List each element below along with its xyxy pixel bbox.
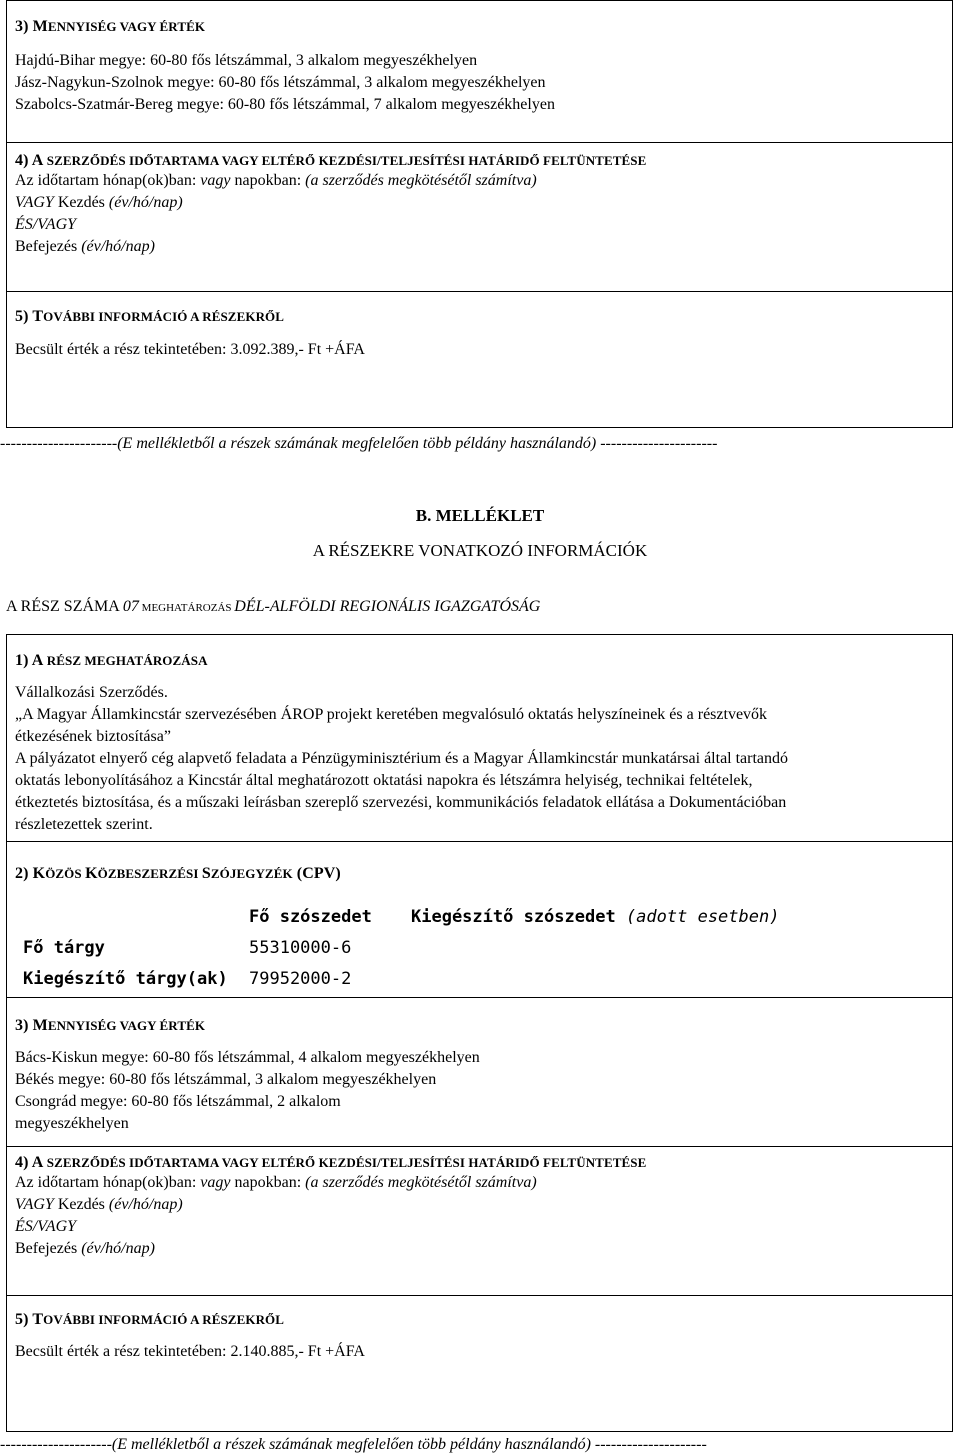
section-4-box — [6, 1146, 953, 1296]
quantity-line: Bács-Kiskun megye: 60-80 fős létszámmal, 4 alkalom megyeszékhelyen — [15, 1049, 480, 1066]
description-line: részletezettek szerint. — [15, 816, 153, 833]
duration-line: Az időtartam hónap(ok)ban: vagy napokban: (a szerződés megkötésétől számítva) — [15, 172, 537, 189]
section-4-heading: 4) A SZERZŐDÉS IDŐTARTAMA VAGY ELTÉRŐ KEZDÉSI/TELJESÍTÉSI HATÁRIDŐ FELTÜNTETÉSE — [15, 152, 647, 169]
section-3-box — [6, 997, 953, 1147]
section-1-heading: 1) A RÉSZ MEGHATÁROZÁSA — [15, 652, 208, 669]
section-2-box — [6, 841, 953, 998]
section-5-box-top — [6, 291, 953, 428]
description-line: „A Magyar Államkincstár szervezésében ÁROP projekt keretében megvalósuló oktatás helyszíneinek és a résztvevők — [15, 706, 768, 723]
quantity-line: Hajdú-Bihar megye: 60-80 fős létszámmal, 3 alkalom megyeszékhelyen — [15, 52, 478, 69]
cpv-supp-subject-label: Kiegészítő tárgy(ak) — [23, 969, 228, 989]
section-2-heading: 2) KÖZÖS KÖZBESZERZÉSI SZÓJEGYZÉK (CPV) — [15, 865, 341, 882]
section-4-box-top — [6, 142, 953, 292]
section-3-heading: 3) MENNYISÉG VAGY ÉRTÉK — [15, 18, 206, 35]
section-5-heading: 5) TOVÁBBI INFORMÁCIÓ A RÉSZEKRŐL — [15, 1311, 285, 1328]
and-or-line: ÉS/VAGY — [15, 216, 77, 233]
section-3-heading: 3) MENNYISÉG VAGY ÉRTÉK — [15, 1017, 206, 1034]
start-date-line: VAGY Kezdés (év/hó/nap) — [15, 194, 183, 211]
description-line: Vállalkozási Szerződés. — [15, 684, 168, 701]
quantity-line: megyeszékhelyen — [15, 1115, 129, 1132]
separator-line: ----------------------(E mellékletből a részek számának megfelelően több példány használandó) ---------------------- — [0, 435, 718, 452]
description-line: oktatás lebonyolításához a Kincstár által meghatározott oktatási napokra és létszámra helyiség, technikai feltételek, — [15, 772, 753, 789]
description-line: étkezésének biztosítása” — [15, 728, 171, 745]
duration-line: Az időtartam hónap(ok)ban: vagy napokban: (a szerződés megkötésétől számítva) — [15, 1174, 537, 1191]
quantity-line: Csongrád megye: 60-80 fős létszámmal, 2 alkalom — [15, 1093, 341, 1110]
end-date-line: Befejezés (év/hó/nap) — [15, 1240, 155, 1257]
quantity-line: Békés megye: 60-80 fős létszámmal, 3 alkalom megyeszékhelyen — [15, 1071, 437, 1088]
cpv-supp-subject-code: 79952000-2 — [249, 969, 352, 989]
cpv-supp-header: Kiegészítő szószedet (adott esetben) — [411, 907, 780, 927]
quantity-line: Jász-Nagykun-Szolnok megye: 60-80 fős létszámmal, 3 alkalom megyeszékhelyen — [15, 74, 546, 91]
end-date-line: Befejezés (év/hó/nap) — [15, 238, 155, 255]
quantity-line: Szabolcs-Szatmár-Bereg megye: 60-80 fős létszámmal, 7 alkalom megyeszékhelyen — [15, 96, 555, 113]
estimated-value: Becsült érték a rész tekintetében: 3.092.389,- Ft +ÁFA — [15, 341, 365, 358]
separator-line: ---------------------(E mellékletből a részek számának megfelelően több példány használandó) --------------------- — [0, 1436, 707, 1453]
section-5-heading: 5) TOVÁBBI INFORMÁCIÓ A RÉSZEKRŐL — [15, 308, 285, 325]
annex-subtitle: A RÉSZEKRE VONATKOZÓ INFORMÁCIÓK — [312, 541, 648, 560]
section-4-heading: 4) A SZERZŐDÉS IDŐTARTAMA VAGY ELTÉRŐ KEZDÉSI/TELJESÍTÉSI HATÁRIDŐ FELTÜNTETÉSE — [15, 1154, 647, 1171]
part-number-line: A RÉSZ SZÁMA 07 MEGHATÁROZÁS DÉL-ALFÖLDI REGIONÁLIS IGAZGATÓSÁG — [6, 598, 541, 615]
description-line: étkeztetés biztosítása, és a műszaki leírásban szereplő szervezési, kommunikációs feladatok ellátása a Dokumentációban — [15, 794, 787, 811]
annex-title: B. MELLÉKLET — [415, 506, 545, 525]
and-or-line: ÉS/VAGY — [15, 1218, 77, 1235]
cpv-main-header: Fő szószedet — [249, 907, 372, 927]
description-line: A pályázatot elnyerő cég alapvető feladata a Pénzügyminisztérium és a Magyar Államkincstár munkatársai által tartandó — [15, 750, 789, 767]
estimated-value: Becsült érték a rész tekintetében: 2.140.885,- Ft +ÁFA — [15, 1343, 365, 1360]
cpv-main-subject-code: 55310000-6 — [249, 938, 352, 958]
start-date-line: VAGY Kezdés (év/hó/nap) — [15, 1196, 183, 1213]
section-5-box — [6, 1295, 953, 1432]
cpv-main-subject-label: Fő tárgy — [23, 938, 105, 958]
section-1-box — [6, 634, 953, 842]
section-3-box-top — [6, 0, 953, 143]
